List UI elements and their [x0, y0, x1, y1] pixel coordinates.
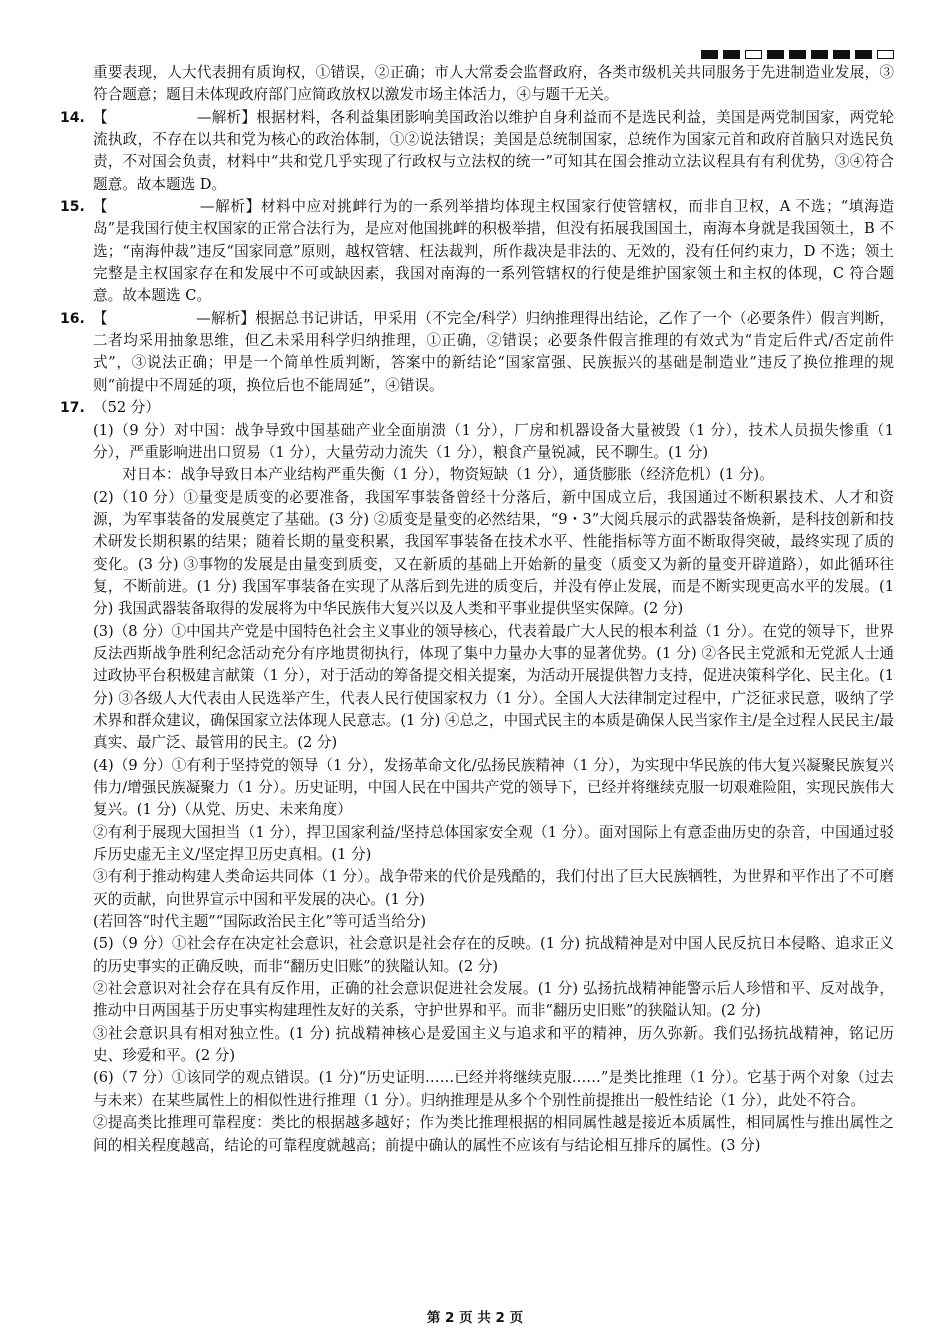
- question-17: [60, 397, 894, 1157]
- answer-part-6: (6)（7 分）①该同学的观点错误。(1 分)“历史证明……已经并将继续克服……”是类比推理（1 分）。它基于两个对象（过去与未来）在某些属性上的相似性进行推理（1 分）。归纳推理是从多个个别性前提推出一般性结论（1 分），此处不符合。: [93, 1069, 894, 1109]
- header-mark: [723, 50, 740, 59]
- question-number: 14.: [60, 109, 85, 126]
- question-score: （52 分）: [93, 399, 160, 417]
- header-marks: [701, 50, 894, 59]
- answer-part-5-point-2: ②社会意识对社会存在具有反作用，正确的社会意识促进社会发展。(1 分) 弘扬抗战精神能警示后人珍惜和平、反对战争，推动中日两国基于历史事实构建理性友好的关系，守护世界和平。而非“翻历史旧账”的狭隘认知。(2 分): [93, 980, 894, 1020]
- header-mark: [855, 50, 872, 59]
- question-16: [60, 308, 894, 397]
- q13-continuation: 重要表现，人大代表拥有质询权，①错误，②正确；市人大常委会监督政府，各类市级机关共同服务于先进制造业发展，③符合题意；题目未体现政府部门应简政放权以激发市场主体活力，④与题干无关。: [93, 64, 894, 104]
- question-number: 16.: [60, 310, 85, 327]
- answer-part-4-point-2: ②有利于展现大国担当（1 分），捍卫国家利益/坚持总体国家安全观（1 分）。面对国际上有意歪曲历史的杂音，中国通过驳斥历史虚无主义/坚定捍卫历史真相。(1 分): [93, 823, 894, 864]
- question-text: 【 —解析】根据总书记讲话，甲采用（不完全/科学）归纳推理得出结论，乙作了一个（必要条件）假言判断，二者均采用抽象思维，但乙未采用科学归纳推理，①正确，②错误；必要条件假言推理的有效式为“肯定后件式/否定前件式”，③说法正确；甲是一个简单性质判断，答案中的新结论“国家富强、民族振兴的基础是制造业”违反了换位推理的规则“前提中不周延的项，换位后也不能周延”，④错误。: [93, 309, 894, 394]
- answer-part-5: (5)（9 分）①社会存在决定社会意识，社会意识是社会存在的反映。(1 分) 抗战精神是对中国人民反抗日本侵略、追求正义的历史事实的正确反映，而非“翻历史旧账”的狭隘认知。(2 分): [93, 935, 894, 975]
- answer-part-4-point-3: ③有利于推动构建人类命运共同体（1 分）。战争带来的代价是残酷的，我们付出了巨大民族牺牲，为世界和平作出了不可磨灭的贡献，向世界宣示中国和平发展的决心。(1 分): [93, 868, 894, 908]
- question-15: [60, 196, 894, 308]
- question-text: 【 —解析】材料中应对挑衅行为的一系列举措均体现主权国家行使管辖权，而非自卫权，A 不选；“填海造岛”是我国行使主权国家的正常合法行为，是应对他国挑衅的积极举措，但没有拓展我国国土，南海本身就是我国领土，B 不选；“南海仲裁”违反“国家同意”原则，越权管辖、枉法裁判，所作裁决是非法的、无效的，没有任何约束力，D 不选；领土完整是主权国家存在和发展中不可或缺因素，我国对南海的一系列管辖权的行使是维护国家领土和主权的体现，C 符合题意。故本题选 C。: [93, 198, 894, 305]
- answer-part-1: (1)（9 分）对中国：战争导致中国基础产业全面崩溃（1 分），厂房和机器设备大量被毁（1 分），技术人员损失惨重（1 分），严重影响进出口贸易（1 分），大量劳动力流失（1 分），粮食产量锐减，民不聊生。(1 分): [93, 421, 894, 461]
- answer-part-6-point-2: ②提高类比推理可靠程度：类比的根据越多越好；作为类比推理根据的相同属性越是接近本质属性，相同属性与推出属性之间的相关程度越高，结论的可靠程度就越高；前提中确认的属性不应该有与结论相互排斥的属性。(3 分): [93, 1114, 894, 1154]
- answer-part-4-note: (若回答“时代主题”“国际政治民主化”等可适当给分): [93, 913, 427, 931]
- answer-part-2: (2)（10 分）①量变是质变的必要准备，我国军事装备曾经十分落后，新中国成立后，我国通过不断积累技术、人才和资源，为军事装备的发展奠定了基础。(3 分) ②质变是量变的必然结果，“9・3”大阅兵展示的武器装备焕新，是科技创新和技术研发长期积累的结果；随着长期的量变积累，我国军事装备在技术水平、性能指标等方面不断取得突破，最终实现了质的变化。(3 分) ③事物的发展是由量变到质变，又在新质的基础上开始新的量变（质变又为新的量变开辟道路），如此循环往复，不断前进。(1 分) 我国军事装备在实现了从落后到先进的质变后，并没有停止发展，而是不断实现更高水平的发展。(1 分) 我国武器装备取得的发展将为中华民族伟大复兴以及人类和平事业提供坚实保障。(2 分): [93, 488, 894, 618]
- question-number: 15.: [60, 199, 85, 216]
- answer-part-4: (4)（9 分）①有利于坚持党的领导（1 分），发扬革命文化/弘扬民族精神（1 分），为实现中华民族的伟大复兴凝聚民族复兴伟力/增强民族凝聚力（1 分）。历史证明，中国人民在中国共产党的领导下，已经并将继续克服一切艰难险阻，实现民族伟大复兴。(1 分)（从党、历史、未来角度）: [93, 756, 894, 819]
- answer-part-3: (3)（8 分）①中国共产党是中国特色社会主义事业的领导核心，代表着最广大人民的根本利益（1 分）。在党的领导下，世界反法西斯战争胜利纪念活动充分有序地贯彻执行，体现了集中力量办大事的显著优势。(1 分) ②各民主党派和无党派人士通过政协平台积极建言献策（1 分），对于活动的筹备提交相关提案，为活动开展提供智力支持，促进决策科学化、民主化。(1 分) ③各级人大代表由人民选举产生，代表人民行使国家权力（1 分）。全国人大法律制定过程中，广泛征求民意，吸纳了学术界和群众建议，确保国家立法体现人民意志。(1 分) ④总之，中国式民主的本质是确保人民当家作主/是全过程人民民主/最真实、最广泛、最管用的民主。(2 分): [93, 622, 894, 752]
- answer-part-1-japan: 对日本：战争导致日本产业结构严重失衡（1 分），物资短缺（1 分），通货膨胀（经济危机）(1 分)。: [122, 466, 774, 484]
- header-mark: [811, 50, 828, 59]
- header-mark: [789, 50, 806, 59]
- answer-part-5-point-3: ③社会意识具有相对独立性。(1 分) 抗战精神核心是爱国主义与追求和平的精神，历久弥新。我们弘扬抗战精神，铭记历史、珍爱和平。(2 分): [93, 1024, 894, 1065]
- page-footer: 第 2 页 共 2 页: [426, 1310, 524, 1326]
- question-text: 【 —解析】根据材料，各利益集团影响美国政治以维护自身利益而不是选民利益，美国是两党制国家，两党轮流执政，不存在以共和党为核心的政治体制，①②说法错误；美国是总统制国家，总统作为国家元首和政府首脑只对选民负责，不对国会负责，材料中“共和党几乎实现了行政权与立法权的统一”可知其在国会推动立法议程具有有利优势，③④符合题意。故本题选 D。: [93, 108, 894, 193]
- header-mark: [745, 50, 762, 59]
- header-mark: [767, 50, 784, 59]
- question-number: 17.: [60, 400, 85, 417]
- answer-content: [60, 62, 894, 1157]
- header-mark: [701, 50, 718, 59]
- header-mark: [877, 50, 894, 59]
- header-mark: [833, 50, 850, 59]
- question-14: [60, 107, 894, 196]
